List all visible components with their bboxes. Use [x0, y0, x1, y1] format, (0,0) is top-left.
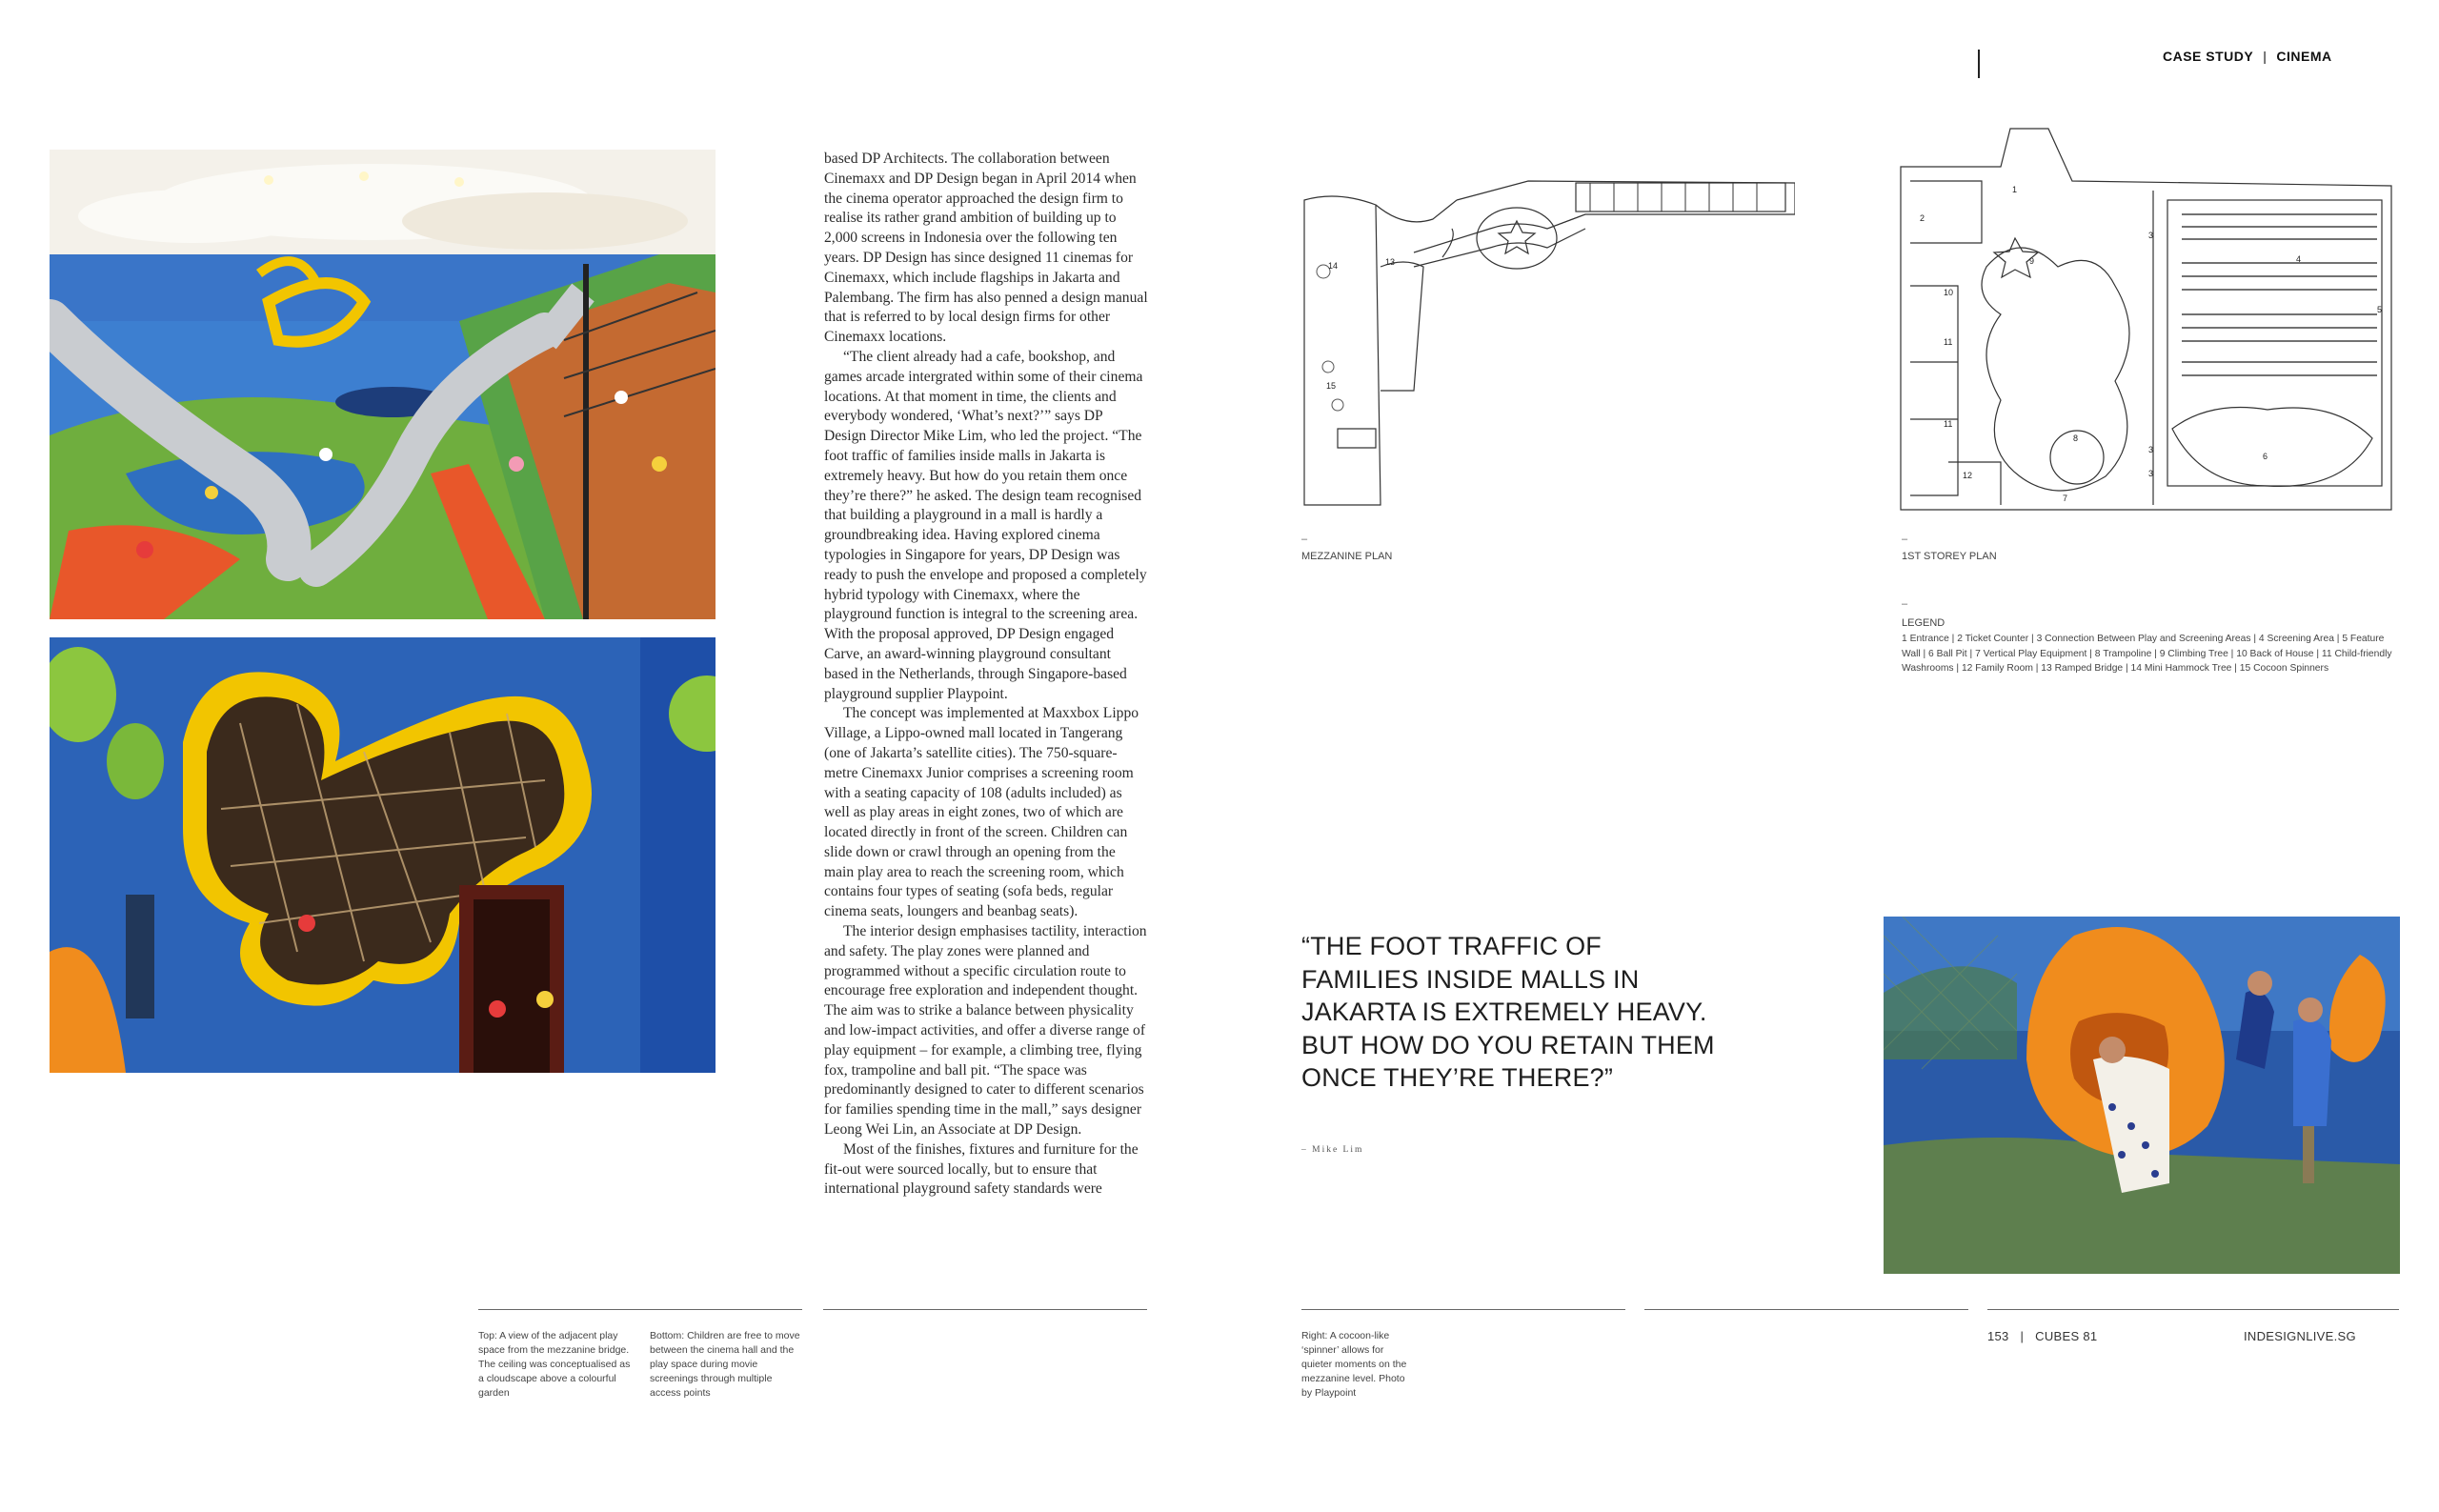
storey-number-1: 1 — [2012, 185, 2018, 194]
category-label: CINEMA — [2276, 49, 2332, 64]
storey-number-11a: 11 — [1944, 337, 1953, 347]
header-separator: | — [2263, 49, 2268, 64]
body-paragraph-3: The concept was implemented at Maxxbox Lippo Village, a Lippo-owned mall located in Tangerang (one of Jakarta’s satellite cities). The 750-square-metre Cinemaxx Junior comprises a screening room with a seating capacity of 108 (adults included) as well as play areas in eight zones, two of which are located directly in front of the screen. Children can slide down or crawl through an opening from the main play area to reach the screening room, which contains four types of seating (sofa beds, regular cinema seats, loungers and beanbag seats). — [824, 705, 1139, 920]
body-paragraph-4: The interior design emphasises tactility, interaction and safety. The play zones were planned and programmed without a specific circulation route to encourage free exploration and independent thought. The aim was to strike a balance between physicality and low-impact activities, and offer a diverse range of play equipment – for example, a climbing tree, flying fox, trampoline and ball pit. “The space was predominantly designed to cater to different scenarios for families spending time in the mall,” says designer Leong Wei Lin, an Associate at DP Design. — [824, 923, 1147, 1139]
storey-number-8: 8 — [2073, 433, 2079, 443]
header-rule — [1978, 50, 1980, 78]
legend-dash: – — [1902, 598, 1908, 610]
page-footer-left — [1987, 1329, 2097, 1343]
pull-quote: “THE FOOT TRAFFIC OF FAMILIES INSIDE MALLS IN JAKARTA IS EXTREMELY HEAVY. BUT HOW DO YOU RETAIN THEM ONCE THEY’RE THERE?” — [1301, 932, 1715, 1092]
legend-title: LEGEND — [1902, 617, 1945, 629]
mezzanine-floor-plan — [1300, 162, 1795, 514]
storey-number-9: 9 — [2029, 256, 2035, 266]
first-storey-plan-label: 1ST STOREY PLAN — [1902, 551, 1997, 562]
page-number: 153 — [1987, 1329, 2009, 1343]
photo-climbing-structure — [50, 637, 716, 1073]
right-caption-rule-middle — [1644, 1309, 1968, 1310]
mezzanine-number-15: 15 — [1326, 381, 1337, 391]
mezzanine-plan-drawing — [1300, 162, 1795, 514]
caption-rule-left — [478, 1309, 802, 1310]
cocoon-spinner-illustration — [1884, 917, 2400, 1274]
caption-rule-right — [823, 1309, 1147, 1310]
storey-number-5: 5 — [2377, 305, 2383, 314]
storey-number-3a: 3 — [2148, 231, 2154, 240]
article-body — [824, 150, 1148, 1200]
section-header — [2163, 49, 2332, 64]
section-label: CASE STUDY — [2163, 49, 2254, 64]
photo-playground-slides — [50, 150, 716, 619]
storey-number-7: 7 — [2063, 494, 2068, 503]
first-storey-floor-plan — [1896, 124, 2401, 524]
storey-number-12: 12 — [1963, 471, 1973, 480]
first-storey-plan-dash: – — [1902, 534, 1908, 545]
body-paragraph-1: based DP Architects. The collaboration between Cinemaxx and DP Design began in April 2014 when the cinema operator approached the design firm to realise its rather grand ambition of building up to 2,000 screens in Indonesia over the following ten years. DP Design has since designed 11 cinemas for Cinemaxx, which include flagships in Jakarta and Palembang. The firm has also penned a design manual that is referred to by local design firms for other Cinemaxx locations. — [824, 151, 1148, 346]
mezzanine-plan-label: MEZZANINE PLAN — [1301, 551, 1393, 562]
mezzanine-plan-dash: – — [1301, 534, 1308, 545]
mezzanine-number-13: 13 — [1385, 257, 1396, 267]
right-caption-rule-right — [1987, 1309, 2399, 1310]
playground-slides-illustration — [50, 150, 716, 619]
storey-number-2: 2 — [1920, 213, 1925, 223]
storey-number-11b: 11 — [1944, 419, 1953, 429]
caption-top-photo: Top: A view of the adjacent play space from the mezzanine bridge. The ceiling was conceptualised as a cloudscape above a colourful garden — [478, 1330, 631, 1399]
site-url: INDESIGNLIVE.SG — [2244, 1329, 2356, 1343]
caption-bottom-photo: Bottom: Children are free to move between the cinema hall and the play space during movie screenings through multiple access points — [650, 1330, 800, 1399]
legend-text: 1 Entrance | 2 Ticket Counter | 3 Connection Between Play and Screening Areas | 4 Screening Area | 5 Feature Wall | 6 Ball Pit | 7 Vertical Play Equipment | 8 Trampoline | 9 Climbing Tree | 10 Back of House | 11 Child-friendly Washrooms | 12 Family Room | 13 Ramped Bridge | 14 Mini Hammock Tree | 15 Cocoon Spinners — [1902, 634, 2392, 674]
footer-separator: | — [2020, 1329, 2025, 1343]
mezzanine-number-14: 14 — [1328, 261, 1339, 271]
climbing-structure-illustration — [50, 637, 716, 1073]
storey-number-6: 6 — [2263, 452, 2268, 461]
storey-number-10: 10 — [1944, 288, 1954, 297]
body-paragraph-5: Most of the finishes, fixtures and furniture for the fit-out were sourced locally, but to ensure that international playground safety standards were — [824, 1140, 1139, 1198]
storey-number-4: 4 — [2296, 254, 2302, 264]
caption-right-photo: Right: A cocoon-like ‘spinner’ allows for quieter moments on the mezzanine level. Photo by Playpoint — [1301, 1330, 1407, 1399]
right-caption-rule-left — [1301, 1309, 1625, 1310]
body-paragraph-2: “The client already had a cafe, bookshop, and games arcade intergrated within some of their cinema locations. At that moment in time, the clients and everybody wondered, ‘What’s next?’” says DP Design Director Mike Lim, who led the project. “The foot traffic of families inside malls in Jakarta is extremely heavy. But how do you retain them once they’re there?” he asked. The design team recognised that building a playground in a mall is hardly a groundbreaking idea. Having explored cinema typologies in Singapore for years, DP Design was ready to push the envelope and proposed a completely hybrid typology with Cinemaxx, where the playground function is integral to the screening area. With the proposal approved, DP Design engaged Carve, an award-winning playground consultant based in the Netherlands, through Singapore-based playground supplier Playpoint. — [824, 348, 1147, 702]
storey-number-3b: 3 — [2148, 445, 2154, 454]
storey-number-3c: 3 — [2148, 469, 2154, 478]
pull-quote-attribution: – Mike Lim — [1301, 1145, 1364, 1155]
issue-label: CUBES 81 — [2035, 1329, 2098, 1343]
photo-cocoon-spinner — [1884, 917, 2400, 1274]
first-storey-plan-drawing — [1896, 124, 2401, 524]
